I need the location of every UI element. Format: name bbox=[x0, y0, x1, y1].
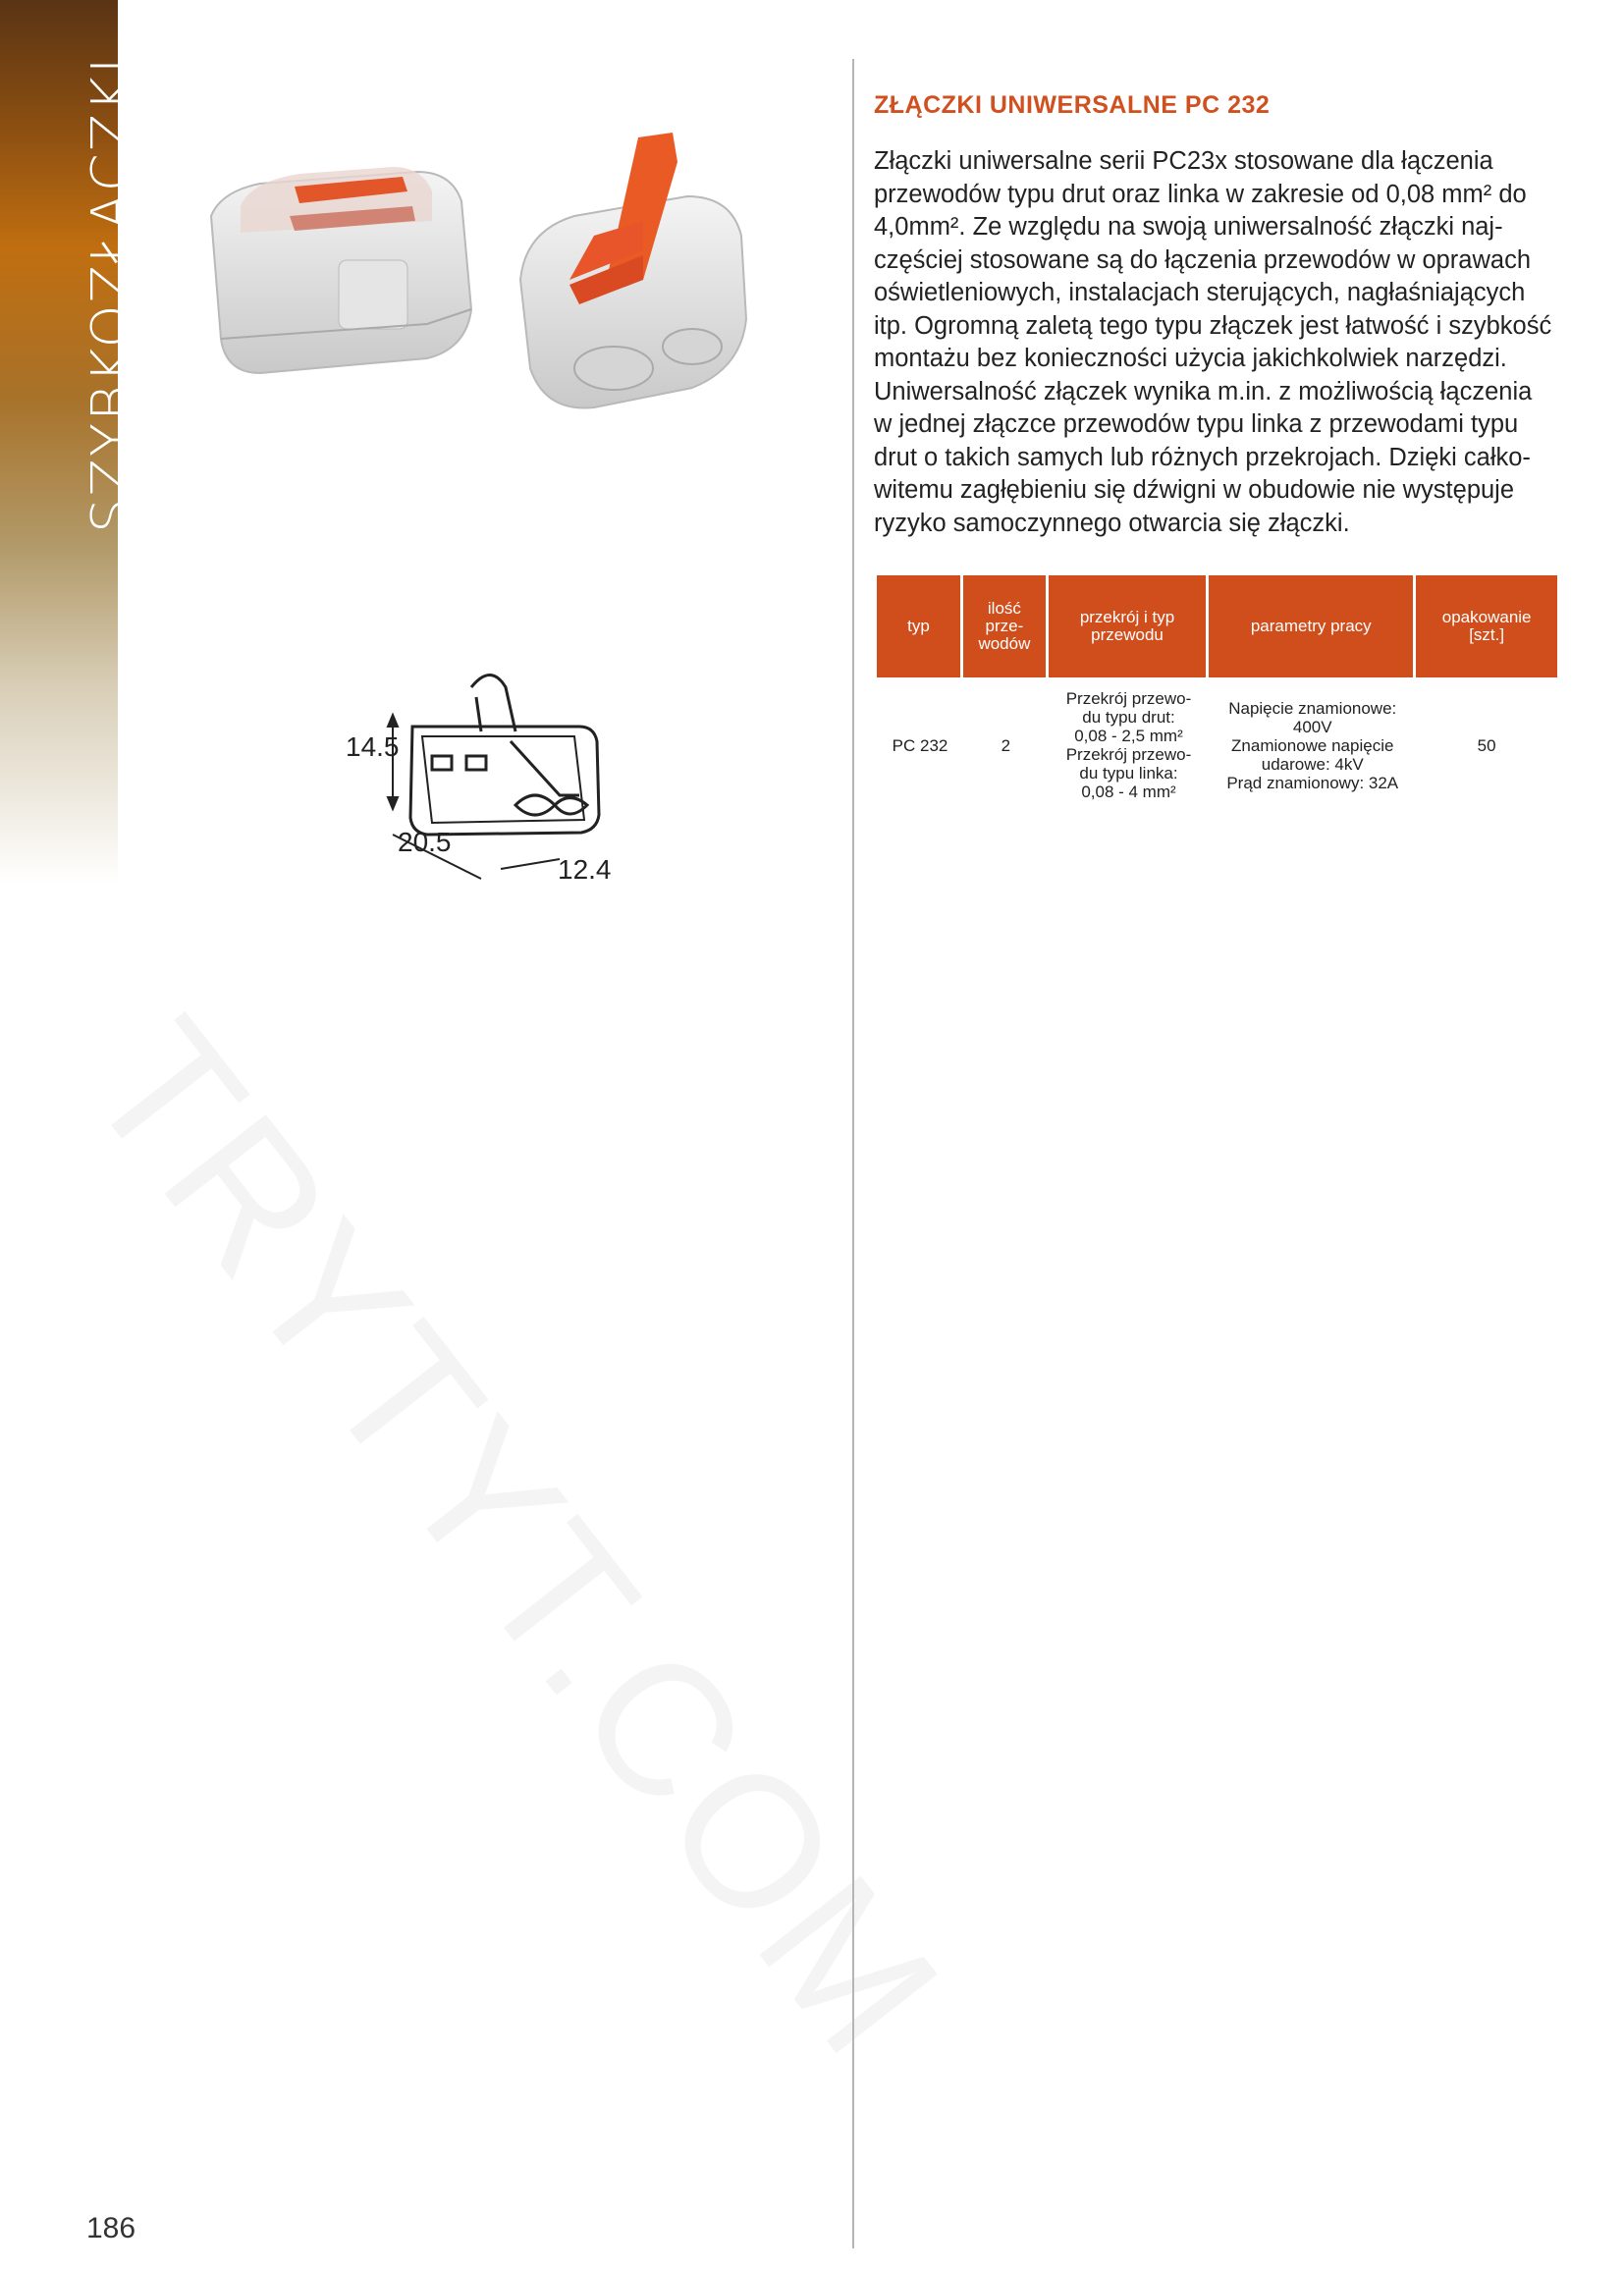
description-line: itp. Ogromną zaletą tego typu złączek jest łatwość i szybkość bbox=[874, 311, 1552, 340]
product-description bbox=[874, 145, 1571, 540]
section-title: SZYBKOZŁĄCZKI bbox=[81, 55, 144, 533]
cell-packaging: 50 bbox=[1477, 735, 1496, 755]
dimension-width: 20.5 bbox=[398, 827, 452, 857]
description-line: witemu zagłębieniu się dźwigni w obudowie nie występuje bbox=[874, 476, 1515, 504]
connector-left-image bbox=[211, 167, 471, 373]
description-line: drut o takich samych lub różnych przekrojach. Dzięki całko- bbox=[874, 443, 1531, 471]
description-line: przewodów typu drut oraz linka w zakresie od 0,08 mm² do bbox=[874, 180, 1527, 208]
table-row bbox=[877, 677, 1557, 813]
description-line: montażu bez konieczności użycia jakichkolwiek narzędzi. bbox=[874, 345, 1507, 372]
spec-table-header-row bbox=[877, 575, 1557, 677]
description-line: 4,0mm². Ze względu na swoją uniwersalność złączki naj- bbox=[874, 213, 1503, 241]
connector-right-image bbox=[520, 133, 746, 408]
description-line: częściej stosowane są do łączenia przewodów w oprawach bbox=[874, 245, 1532, 274]
description-line: ryzyko samoczynnego otwarcia się złączki. bbox=[874, 509, 1350, 537]
product-title: ZŁĄCZKI UNIWERSALNE PC 232 bbox=[874, 91, 1271, 119]
description-line: Złączki uniwersalne serii PC23x stosowane dla łączenia bbox=[874, 147, 1493, 175]
col-header-wire-count: ilość prze- wodów bbox=[963, 575, 1049, 677]
description-line: Uniwersalność złączek wynika m.in. z możliwością łączenia bbox=[874, 377, 1533, 405]
cell-cross-section: Przekrój przewo- du typu drut: 0,08 - 2,5 mm² Przekrój przewo- du typu linka: 0,08 - 4 mm² bbox=[1065, 689, 1192, 801]
description-line: oświetleniowych, instalacjach sterujących, nagłaśniających bbox=[874, 279, 1526, 306]
column-divider bbox=[852, 59, 854, 2248]
col-header-cross-section: przekrój i typ przewodu bbox=[1049, 575, 1209, 677]
col-header-type: typ bbox=[877, 575, 963, 677]
dimension-height: 14.5 bbox=[346, 731, 400, 762]
cell-parameters: Napięcie znamionowe: 400V Znamionowe napięcie udarowe: 4kV Prąd znamionowy: 32A bbox=[1226, 698, 1399, 792]
watermark bbox=[47, 982, 984, 2096]
page-number: 186 bbox=[86, 2212, 136, 2244]
description-line: w jednej złączce przewodów typu linka z przewodami typu bbox=[874, 410, 1519, 438]
col-header-parameters: parametry pracy bbox=[1209, 575, 1416, 677]
spec-table bbox=[877, 575, 1557, 813]
dimension-depth: 12.4 bbox=[558, 854, 612, 885]
col-header-packaging: opakowanie [szt.] bbox=[1416, 575, 1557, 677]
cell-type: PC 232 bbox=[892, 735, 948, 755]
cell-wire-count: 2 bbox=[1001, 735, 1011, 755]
product-photo bbox=[182, 123, 781, 427]
